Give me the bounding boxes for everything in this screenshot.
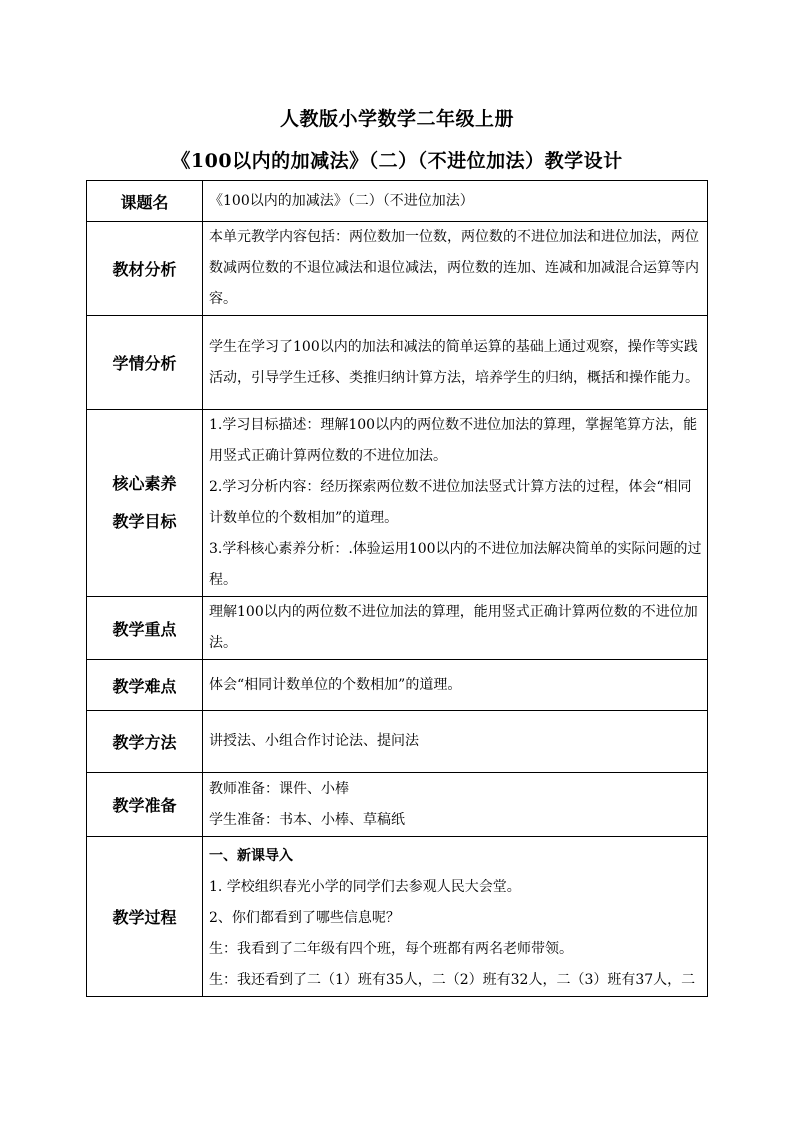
process-line-2: 2、你们都看到了哪些信息呢？ xyxy=(209,910,400,926)
preparation-text xyxy=(203,773,708,837)
difficulties-label: 教学难点 xyxy=(87,660,203,711)
goal-item-3: 3.学科核心素养分析：.体验运用100以内的不进位加法解决简单的实际问题的过程。 xyxy=(209,541,702,588)
student-preparation: 学生准备：书本、小棒、草稿纸 xyxy=(209,811,405,828)
table-row-difficulties xyxy=(87,660,708,711)
table-row-preparation xyxy=(87,773,708,837)
students-text: 学生在学习了100以内的加法和减法的简单运算的基础上通过观察，操作等实践活动，引导学生迁移、类推归纳计算方法，培养学生的归纳，概括和操作能力。 xyxy=(203,316,708,410)
table-row-goals xyxy=(87,410,708,597)
goals-label-line2: 教学目标 xyxy=(112,512,177,531)
students-label: 学情分析 xyxy=(87,316,203,410)
methods-text: 讲授法、小组合作讨论法、提问法 xyxy=(203,711,708,773)
difficulties-text: 体会“相同计数单位的个数相加”的道理。 xyxy=(203,660,708,711)
table-row-students xyxy=(87,316,708,410)
table-row-methods xyxy=(87,711,708,773)
teacher-preparation: 教师准备：课件、小棒 xyxy=(209,780,349,797)
goal-item-1: 1.学习目标描述：理解100以内的两位数不进位加法的算理，掌握笔算方法，能用竖式正确计算两位数的不进位加法。 xyxy=(209,417,698,464)
process-line-1: 1. 学校组织春光小学的同学们去参观人民大会堂。 xyxy=(209,879,521,895)
lesson-plan-table xyxy=(86,180,708,997)
table-row-topic xyxy=(87,181,708,222)
key-points-label: 教学重点 xyxy=(87,597,203,660)
methods-label: 教学方法 xyxy=(87,711,203,773)
process-text xyxy=(203,837,708,997)
document-subtitle: 《100以内的加减法》（二）（不进位加法）教学设计 xyxy=(171,150,623,172)
process-line-4: 生：我还看到了二（1）班有35人，二（2）班有32人，二（3）班有37人，二 xyxy=(209,972,696,988)
goals-text xyxy=(203,410,708,597)
material-text: 本单元教学内容包括：两位数加一位数，两位数的不进位加法和进位加法，两位数减两位数的不退位减法和退位减法，两位数的连加、连减和加减混合运算等内容。 xyxy=(203,222,708,316)
table-row-material xyxy=(87,222,708,316)
topic-label: 课题名 xyxy=(87,181,203,222)
document-title: 人教版小学数学二年级上册 xyxy=(279,108,514,130)
goals-label xyxy=(87,410,203,597)
material-label: 教材分析 xyxy=(87,222,203,316)
process-line-3: 生：我看到了二年级有四个班，每个班都有两名老师带领。 xyxy=(209,941,573,957)
goals-label-line1: 核心素养 xyxy=(112,474,177,493)
table-row-process xyxy=(87,837,708,997)
table-row-key-points xyxy=(87,597,708,660)
process-section-heading: 一、新课导入 xyxy=(209,848,293,864)
goal-item-2: 2.学习分析内容：经历探索两位数不进位加法竖式计算方法的过程，体会“相同计数单位的个数相加”的道理。 xyxy=(209,479,692,526)
key-points-text: 理解100以内的两位数不进位加法的算理，能用竖式正确计算两位数的不进位加法。 xyxy=(203,597,708,660)
preparation-label: 教学准备 xyxy=(87,773,203,837)
process-label: 教学过程 xyxy=(87,837,203,997)
topic-text: 《100以内的加减法》（二）（不进位加法） xyxy=(203,181,708,222)
